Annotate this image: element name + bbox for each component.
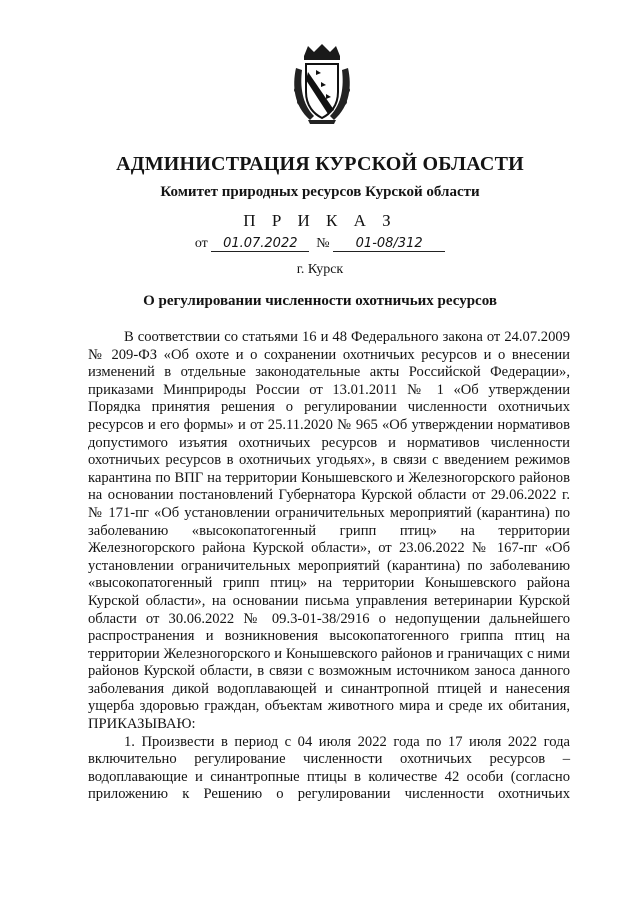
coat-of-arms-emblem	[290, 42, 354, 126]
committee-name: Комитет природных ресурсов Курской области	[160, 184, 480, 200]
number-prefix: №	[316, 236, 330, 251]
document-type: П Р И К А З	[243, 211, 397, 230]
preamble-paragraph: В соответствии со статьями 16 и 48 Федерального закона от 24.07.2009 № 209-ФЗ «Об охоте и о сохранении охотничьих ресурсов и о внесении изменений в отдельные законодательные акты Российской Федерации», приказами Минприроды России от 13.01.2011 № 1 «Об утверждении Порядка принятия решения о регулировании численности охотничьих ресурсов и его формы» и от 25.11.2020 № 965 «Об утверждении нормативов допустимого изъятия охотничьих ресурсов и нормативов численности охотничьих ресурсов в охотничьих угодьях», в связи с введением режимов карантина по ВПГ на территории Конышевского и Железногорского районов на основании постановлений Губернатора Курской области от 29.06.2022 г. № 171-пг «Об установлении ограничительных мероприятий (карантина) по заболеванию «высокопатогенный грипп птиц» на территории Железногорского района Курской области», от 23.06.2022 № 167-пг «Об установлении ограничительных мероприятий (карантина) по заболеванию «высокопатогенный грипп птиц» на территории Конышевского района Курской области», на основании письма управления ветеринарии Курской области от 30.06.2022 № 09.3-01-38/2916 о недопущении дальнейшего распространения и возникновения высокопатогенного гриппа птиц на территории Железногорского и Конышевского районов и граничащих с ними районов Курской области, в связи с возможным источником заноса данного заболевания дикой водоплавающей и синантропной птицей и нанесения ущерба здоровью граждан, объектам животного мира и среде их обитания, ПРИКАЗЫВАЮ:	[88, 329, 570, 733]
order-date-number-line	[0, 236, 640, 252]
item-1-paragraph: 1. Произвести в период с 04 июля 2022 года по 17 июля 2022 года включительно регулирование численности охотничьих ресурсов – водоплавающие и синантропные птицы в количестве 42 особи (согласно приложению к Решению о регулировании численности охотничьих	[88, 733, 570, 803]
handwritten-order-number: 01-08/312	[333, 236, 445, 252]
order-body	[88, 329, 570, 804]
date-prefix: от	[194, 236, 208, 251]
handwritten-date: 01.07.2022	[211, 236, 309, 252]
city-label: г. Курск	[296, 262, 344, 277]
organization-title: АДМИНИСТРАЦИЯ КУРСКОЙ ОБЛАСТИ	[116, 153, 524, 175]
order-subject: О регулировании численности охотничьих ресурсов	[143, 293, 497, 309]
